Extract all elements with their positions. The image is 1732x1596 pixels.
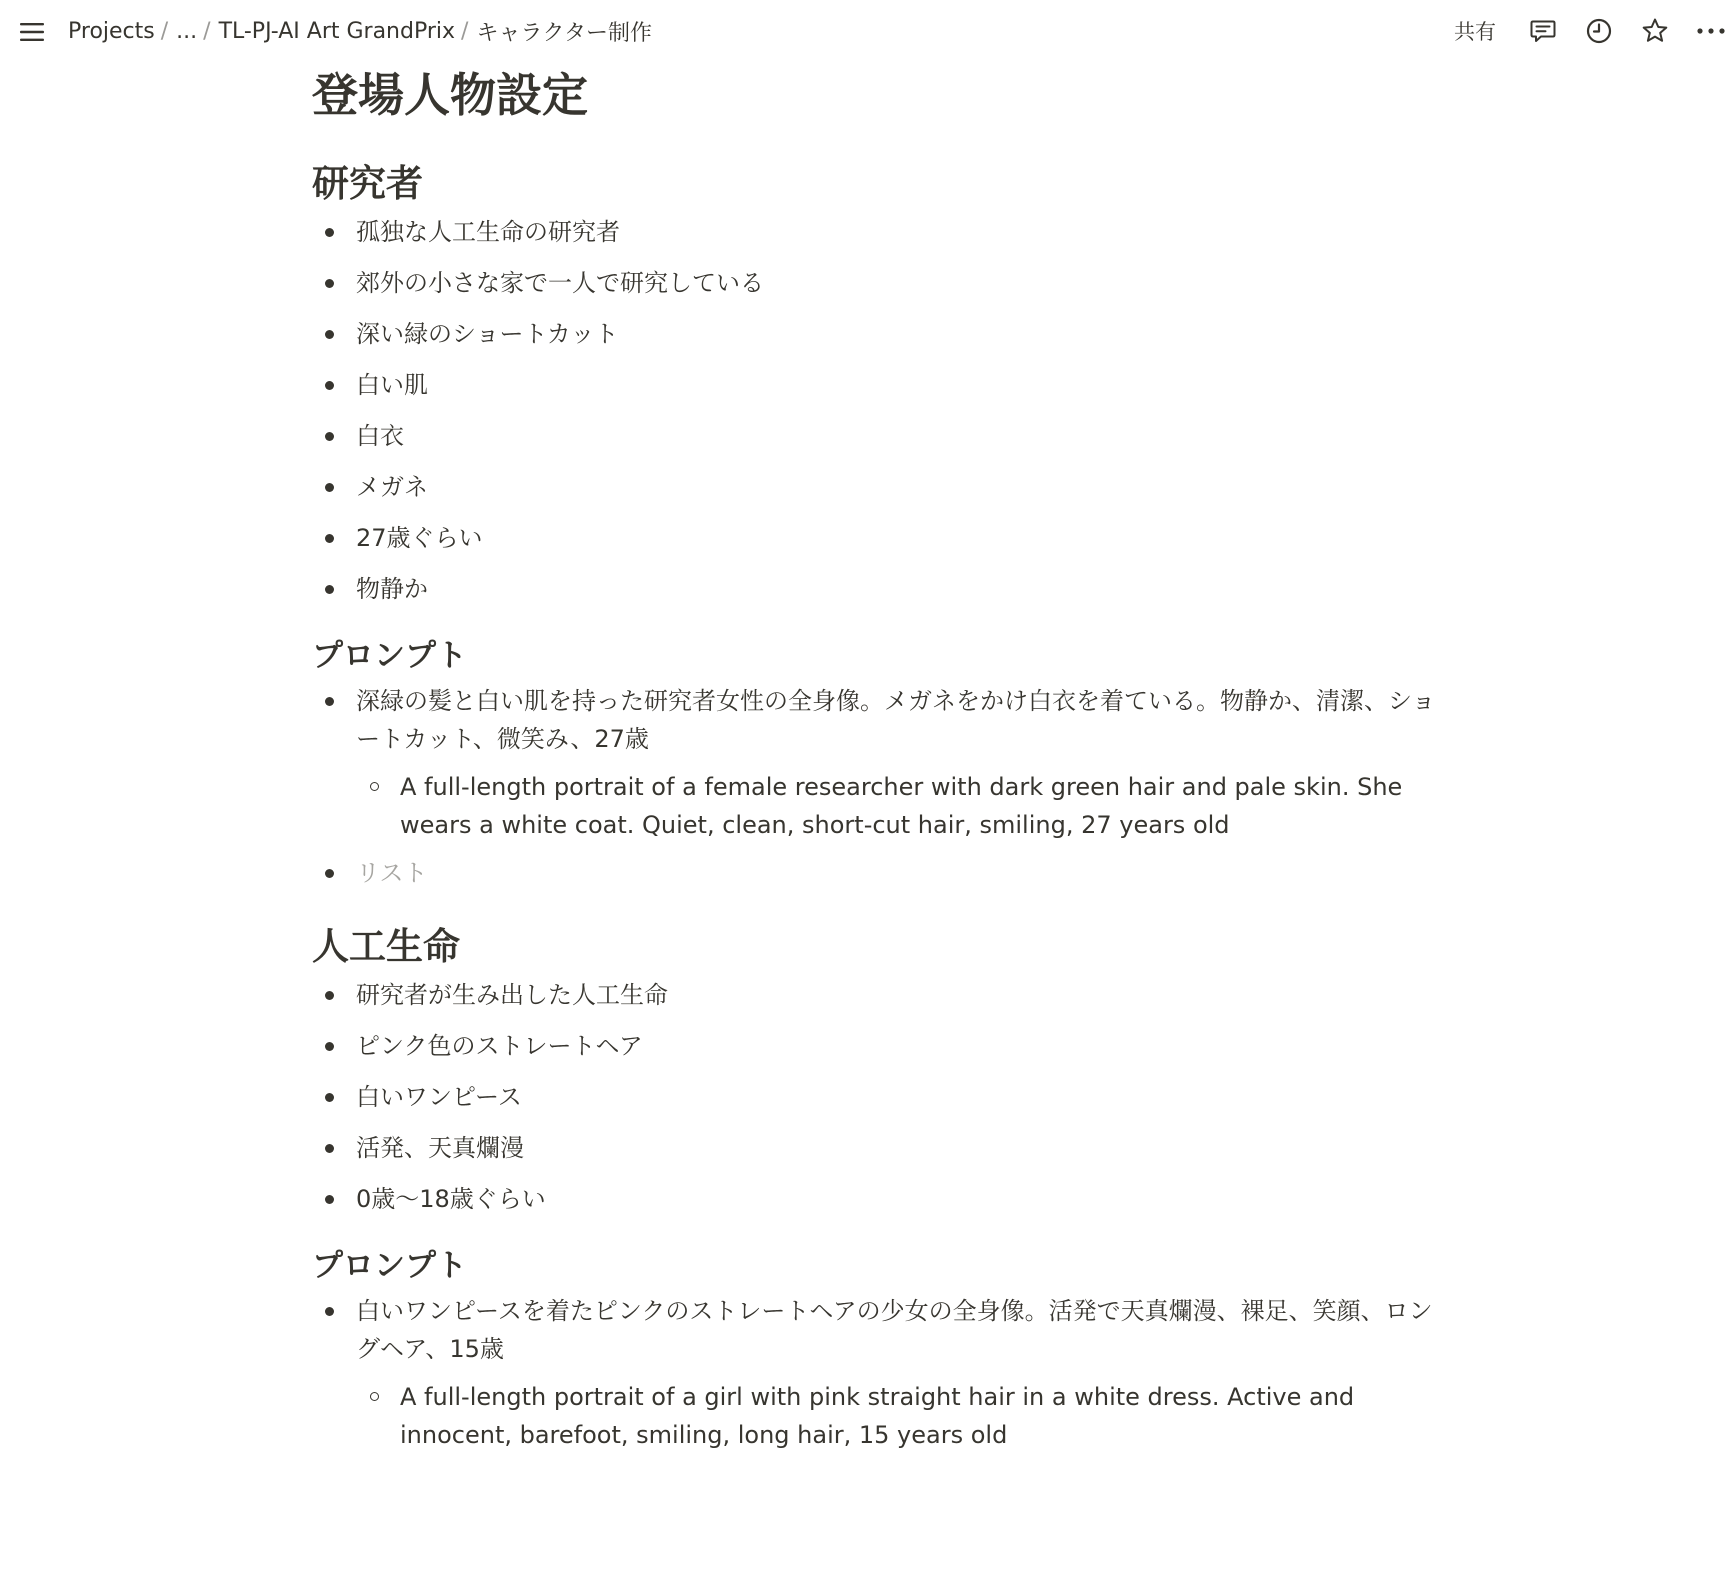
artificial-life-trait-list [312, 976, 1442, 1218]
page-actions [1446, 10, 1732, 52]
bullet-icon [325, 1307, 334, 1316]
empty-list-item[interactable] [312, 854, 1442, 892]
list-item[interactable]: 白いワンピース [312, 1078, 1442, 1116]
list-item[interactable]: 深い緑のショートカット [312, 315, 1442, 353]
prompt-japanese: 深緑の髪と白い肌を持った研究者女性の全身像。メガネをかけ白衣を着ている。物静か、清潔、ショートカット、微笑み、27歳 [356, 687, 1436, 753]
hollow-bullet-icon [370, 782, 379, 791]
breadcrumb-separator: / [160, 18, 169, 44]
bullet-icon [325, 483, 334, 492]
prompt-translation-list [356, 768, 1442, 844]
comment-icon[interactable] [1526, 14, 1560, 48]
breadcrumb-item-ellipsis[interactable]: ... [176, 18, 198, 44]
list-item[interactable]: 27歳ぐらい [312, 519, 1442, 557]
bullet-icon [325, 279, 334, 288]
bullet-icon [325, 585, 334, 594]
list-item[interactable]: メガネ [312, 468, 1442, 506]
subheading-prompt-researcher[interactable]: プロンプト [312, 638, 467, 674]
breadcrumb [64, 14, 656, 48]
section-heading-artificial-life[interactable]: 人工生命 [312, 925, 460, 968]
section-heading-researcher[interactable]: 研究者 [312, 162, 423, 205]
bullet-icon [325, 330, 334, 339]
list-item[interactable]: 活発、天真爛漫 [312, 1129, 1442, 1167]
bullet-icon [325, 534, 334, 543]
list-item[interactable]: 白衣 [312, 417, 1442, 455]
bullet-icon [325, 432, 334, 441]
list-item[interactable] [356, 1378, 1442, 1454]
bullet-icon [325, 228, 334, 237]
bullet-icon [325, 1144, 334, 1153]
subheading-prompt-artificial-life[interactable]: プロンプト [312, 1248, 467, 1284]
breadcrumb-item-grandprix[interactable]: TL-PJ-AI Art GrandPrix [218, 18, 456, 44]
menu-icon[interactable] [18, 18, 46, 46]
list-placeholder: リスト [356, 859, 428, 887]
prompt-english: A full-length portrait of a girl with pink straight hair in a white dress. Active and innocent, barefoot, smiling, long hair, 15 years old [400, 1383, 1355, 1449]
prompt-translation-list [356, 1378, 1442, 1454]
bullet-icon [325, 1042, 334, 1051]
list-item[interactable]: 孤独な人工生命の研究者 [312, 213, 1442, 251]
list-item[interactable]: ピンク色のストレートヘア [312, 1027, 1442, 1065]
list-item[interactable]: 研究者が生み出した人工生命 [312, 976, 1442, 1014]
bullet-icon [325, 697, 334, 706]
bullet-icon [325, 991, 334, 1000]
top-bar [0, 0, 1732, 62]
hollow-bullet-icon [370, 1392, 379, 1401]
breadcrumb-item-current[interactable]: キャラクター制作 [476, 20, 653, 46]
researcher-prompt-list [312, 682, 1442, 892]
list-item[interactable]: 0歳〜18歳ぐらい [312, 1180, 1442, 1218]
list-item[interactable]: 物静か [312, 570, 1442, 608]
list-item[interactable]: 白い肌 [312, 366, 1442, 404]
bullet-icon [325, 1195, 334, 1204]
page-content [312, 60, 1442, 1467]
list-item[interactable]: 郊外の小さな家で一人で研究している [312, 264, 1442, 302]
bullet-icon [325, 381, 334, 390]
prompt-japanese: 白いワンピースを着たピンクのストレートヘアの少女の全身像。活発で天真爛漫、裸足、笑顔、ロングヘア、15歳 [356, 1297, 1433, 1363]
clock-icon[interactable] [1582, 14, 1616, 48]
list-item[interactable] [312, 682, 1442, 844]
breadcrumb-separator: / [203, 18, 211, 44]
researcher-trait-list [312, 213, 1442, 608]
list-item[interactable] [312, 1292, 1442, 1454]
prompt-english: A full-length portrait of a female researcher with dark green hair and pale skin. She wears a white coat. Quiet, clean, short-cut hair, smiling, 27 years old [400, 773, 1403, 839]
artificial-life-prompt-list [312, 1292, 1442, 1454]
bullet-icon [325, 869, 334, 878]
more-icon[interactable] [1694, 14, 1728, 48]
page-title[interactable]: 登場人物設定 [312, 68, 588, 122]
breadcrumb-item-projects[interactable]: Projects [68, 18, 155, 44]
breadcrumb-separator: / [461, 18, 469, 44]
list-item[interactable] [356, 768, 1442, 844]
star-icon[interactable] [1638, 14, 1672, 48]
bullet-icon [325, 1093, 334, 1102]
share-button[interactable]: 共有 [1454, 20, 1496, 44]
